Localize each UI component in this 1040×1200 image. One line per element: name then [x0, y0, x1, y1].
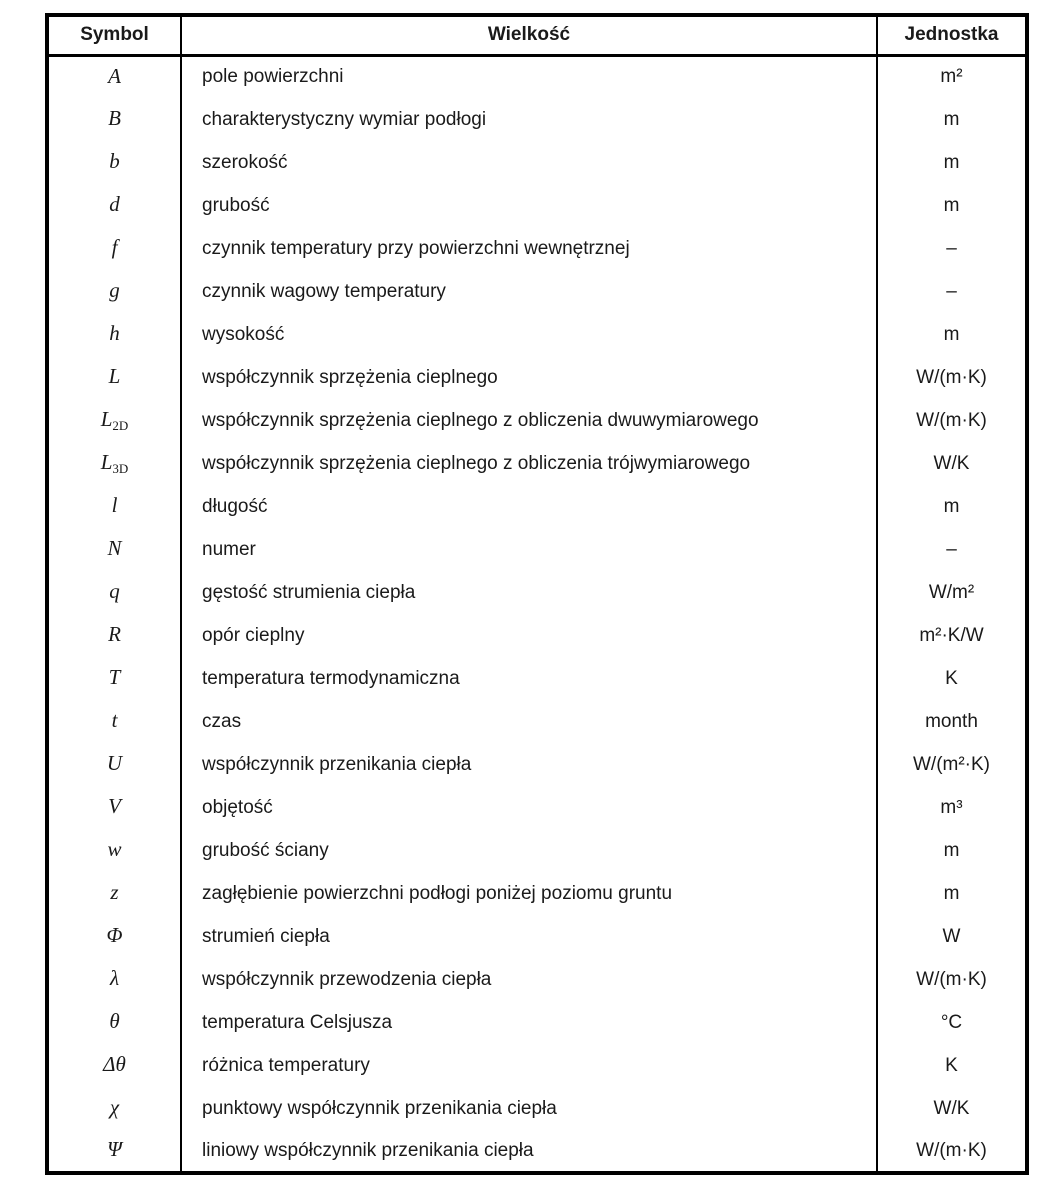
- symbol-text: t: [111, 708, 118, 732]
- symbol-subscript: 2D: [112, 418, 129, 433]
- unit-cell: m: [877, 485, 1027, 528]
- symbol-text: g: [109, 278, 120, 302]
- table-row: [47, 872, 1027, 915]
- unit-cell: W: [877, 915, 1027, 958]
- symbol-text: θ: [109, 1009, 120, 1033]
- symbol-text: Ψ: [107, 1137, 122, 1161]
- unit-cell: month: [877, 700, 1027, 743]
- symbol-cell: [47, 872, 181, 915]
- unit-cell: m²·K/W: [877, 614, 1027, 657]
- table-row: [47, 356, 1027, 399]
- unit-cell: m: [877, 872, 1027, 915]
- table-row: [47, 657, 1027, 700]
- symbol-cell: [47, 141, 181, 184]
- quantity-cell: szerokość: [181, 141, 877, 184]
- symbol-cell: [47, 270, 181, 313]
- unit-cell: m: [877, 141, 1027, 184]
- quantity-cell: wysokość: [181, 313, 877, 356]
- symbol-cell: [47, 614, 181, 657]
- table-row: [47, 829, 1027, 872]
- unit-cell: m³: [877, 786, 1027, 829]
- unit-cell: K: [877, 657, 1027, 700]
- quantity-cell: współczynnik przenikania ciepła: [181, 743, 877, 786]
- symbol-cell: [47, 958, 181, 1001]
- symbol-cell: [47, 227, 181, 270]
- quantity-cell: współczynnik sprzężenia cieplnego z obliczenia trójwymiarowego: [181, 442, 877, 485]
- symbol-text: L: [100, 450, 113, 474]
- table-row: [47, 786, 1027, 829]
- table-row: [47, 98, 1027, 141]
- quantity-cell: grubość: [181, 184, 877, 227]
- unit-cell: m: [877, 184, 1027, 227]
- quantity-cell: grubość ściany: [181, 829, 877, 872]
- symbol-text: L: [100, 407, 113, 431]
- unit-cell: W/K: [877, 1087, 1027, 1130]
- symbol-subscript: 3D: [112, 461, 129, 476]
- unit-cell: –: [877, 528, 1027, 571]
- unit-cell: W/(m²·K): [877, 743, 1027, 786]
- table-row: [47, 141, 1027, 184]
- symbol-text: U: [106, 751, 123, 775]
- table-row: [47, 528, 1027, 571]
- symbol-text: T: [108, 665, 121, 689]
- quantity-cell: opór cieplny: [181, 614, 877, 657]
- symbol-cell: [47, 98, 181, 141]
- symbol-cell: [47, 1130, 181, 1173]
- table-row: [47, 1130, 1027, 1173]
- symbol-text: h: [109, 321, 120, 345]
- symbol-text: w: [107, 837, 122, 861]
- quantity-cell: temperatura termodynamiczna: [181, 657, 877, 700]
- table-header: [47, 15, 1027, 55]
- table-row: [47, 700, 1027, 743]
- table-row: [47, 743, 1027, 786]
- header-symbol: Symbol: [47, 15, 181, 55]
- symbol-text: L: [108, 364, 121, 388]
- table-body: [47, 55, 1027, 1173]
- symbol-cell: [47, 399, 181, 442]
- symbol-text: R: [108, 622, 121, 646]
- symbol-cell: [47, 915, 181, 958]
- symbol-text: b: [109, 149, 120, 173]
- symbol-text: B: [108, 106, 121, 130]
- table-row: [47, 270, 1027, 313]
- quantity-cell: czynnik wagowy temperatury: [181, 270, 877, 313]
- unit-cell: W/m²: [877, 571, 1027, 614]
- symbol-cell: [47, 657, 181, 700]
- unit-cell: m: [877, 829, 1027, 872]
- quantity-cell: zagłębienie powierzchni podłogi poniżej poziomu gruntu: [181, 872, 877, 915]
- table-row: [47, 915, 1027, 958]
- symbol-cell: [47, 55, 181, 98]
- symbol-text: λ: [109, 966, 120, 990]
- quantity-cell: długość: [181, 485, 877, 528]
- unit-cell: W/(m·K): [877, 1130, 1027, 1173]
- symbol-cell: [47, 571, 181, 614]
- unit-cell: m: [877, 98, 1027, 141]
- quantity-cell: pole powierzchni: [181, 55, 877, 98]
- header-quantity: Wielkość: [181, 15, 877, 55]
- symbol-cell: [47, 700, 181, 743]
- header-unit: Jednostka: [877, 15, 1027, 55]
- symbol-cell: [47, 743, 181, 786]
- symbol-cell: [47, 313, 181, 356]
- quantity-cell: współczynnik sprzężenia cieplnego: [181, 356, 877, 399]
- symbol-text: Δθ: [103, 1052, 126, 1076]
- symbol-text: l: [111, 493, 118, 517]
- quantity-cell: czynnik temperatury przy powierzchni wewnętrznej: [181, 227, 877, 270]
- symbol-cell: [47, 1044, 181, 1087]
- symbol-cell: [47, 442, 181, 485]
- symbol-cell: [47, 1087, 181, 1130]
- unit-cell: W/K: [877, 442, 1027, 485]
- table-row: [47, 571, 1027, 614]
- table-row: [47, 184, 1027, 227]
- table-row: [47, 55, 1027, 98]
- unit-cell: –: [877, 270, 1027, 313]
- table-row: [47, 442, 1027, 485]
- quantity-cell: gęstość strumienia ciepła: [181, 571, 877, 614]
- header-row: [47, 15, 1027, 55]
- quantity-cell: objętość: [181, 786, 877, 829]
- quantity-cell: współczynnik sprzężenia cieplnego z obliczenia dwuwymiarowego: [181, 399, 877, 442]
- symbol-text: q: [109, 579, 120, 603]
- table-row: [47, 485, 1027, 528]
- symbol-cell: [47, 786, 181, 829]
- unit-cell: K: [877, 1044, 1027, 1087]
- quantity-cell: czas: [181, 700, 877, 743]
- symbol-text: f: [111, 235, 118, 259]
- symbol-text: N: [107, 536, 122, 560]
- symbol-text: V: [108, 794, 121, 818]
- quantity-cell: numer: [181, 528, 877, 571]
- unit-cell: –: [877, 227, 1027, 270]
- quantity-cell: różnica temperatury: [181, 1044, 877, 1087]
- symbol-cell: [47, 1001, 181, 1044]
- quantity-cell: temperatura Celsjusza: [181, 1001, 877, 1044]
- table-row: [47, 313, 1027, 356]
- quantity-cell: liniowy współczynnik przenikania ciepła: [181, 1130, 877, 1173]
- table-row: [47, 958, 1027, 1001]
- symbol-text: d: [109, 192, 120, 216]
- symbol-cell: [47, 829, 181, 872]
- symbol-text: A: [108, 63, 121, 88]
- symbol-cell: [47, 184, 181, 227]
- table-row: [47, 1044, 1027, 1087]
- unit-cell: W/(m·K): [877, 356, 1027, 399]
- quantity-cell: punktowy współczynnik przenikania ciepła: [181, 1087, 877, 1130]
- unit-cell: m: [877, 313, 1027, 356]
- symbol-text: Φ: [106, 923, 123, 947]
- table-row: [47, 227, 1027, 270]
- symbol-cell: [47, 485, 181, 528]
- table-row: [47, 1001, 1027, 1044]
- symbol-text: z: [110, 880, 119, 904]
- quantity-cell: współczynnik przewodzenia ciepła: [181, 958, 877, 1001]
- unit-cell: W/(m·K): [877, 958, 1027, 1001]
- quantity-cell: charakterystyczny wymiar podłogi: [181, 98, 877, 141]
- table-row: [47, 1087, 1027, 1130]
- symbol-cell: [47, 528, 181, 571]
- table-row: [47, 399, 1027, 442]
- table-row: [47, 614, 1027, 657]
- unit-cell: W/(m·K): [877, 399, 1027, 442]
- symbol-cell: [47, 356, 181, 399]
- symbols-table-container: [45, 13, 1025, 1175]
- unit-cell: m²: [877, 55, 1027, 98]
- symbols-table: [45, 13, 1029, 1175]
- symbol-text: χ: [109, 1095, 120, 1119]
- unit-cell: °C: [877, 1001, 1027, 1044]
- quantity-cell: strumień ciepła: [181, 915, 877, 958]
